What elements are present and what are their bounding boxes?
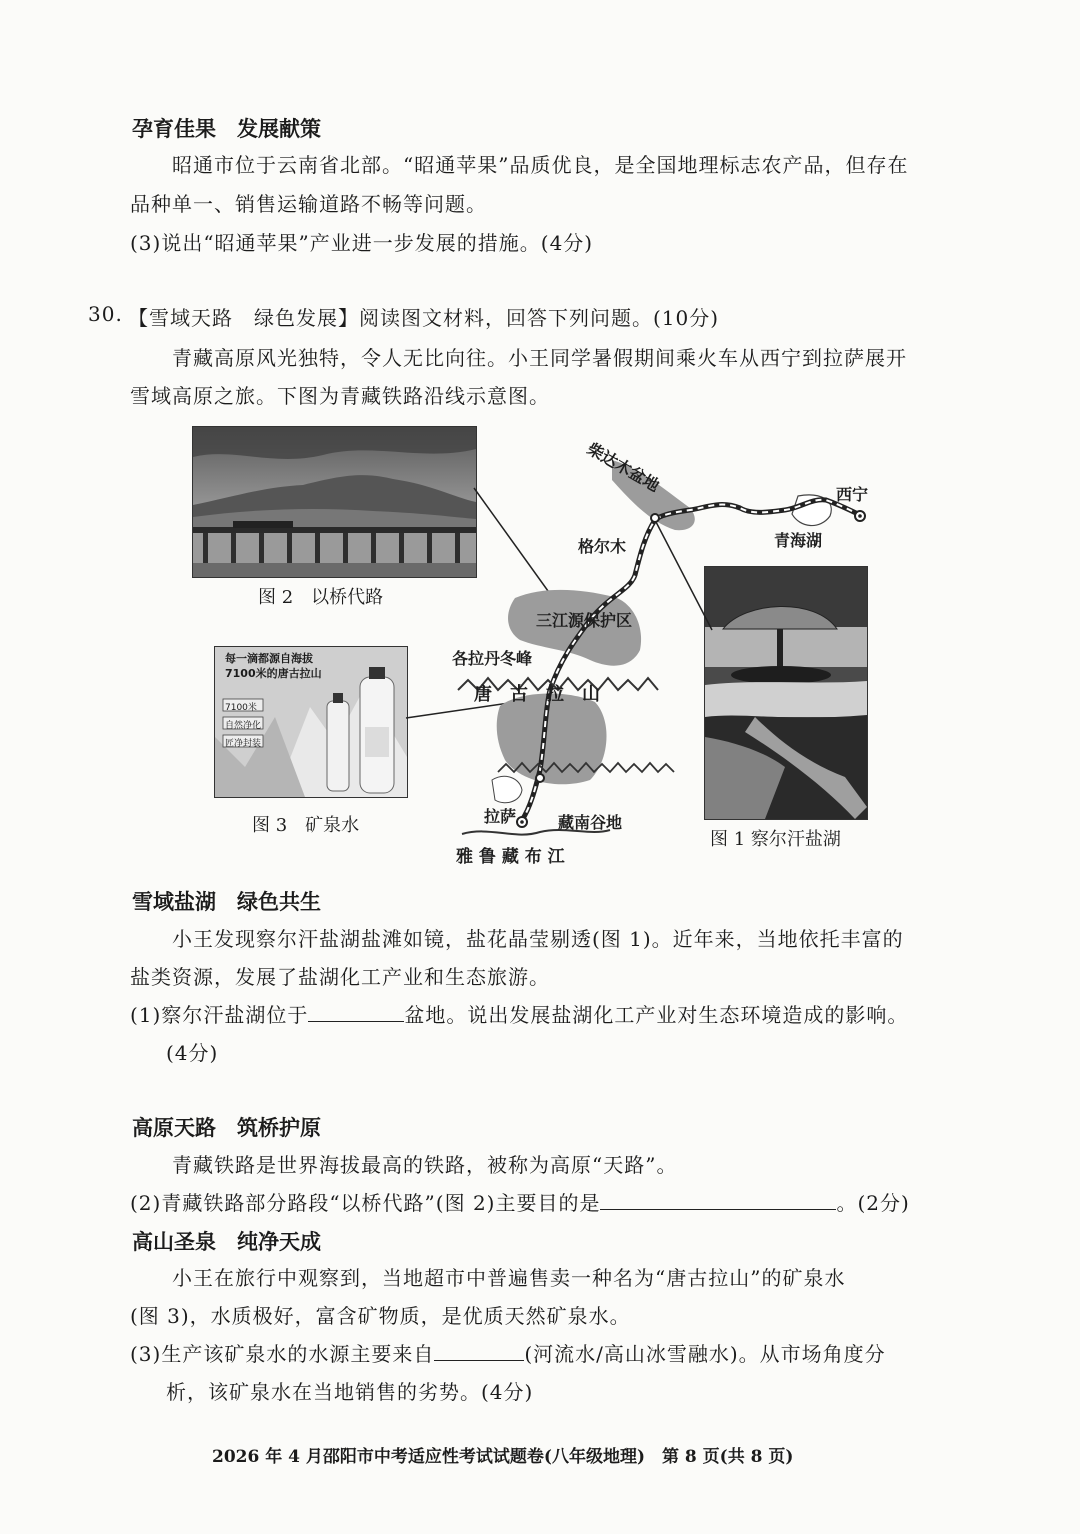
section-heading: 高原天路 筑桥护原 (132, 1116, 321, 1140)
fig1-caption: 图 1 察尔汗盐湖 (710, 829, 841, 850)
question-number: 30. (88, 302, 123, 326)
paragraph-line: 小王在旅行中观察到，当地超市中普遍售卖一种名为“唐古拉山”的矿泉水 (172, 1266, 846, 1290)
bottle-tag: 7100米 (225, 703, 257, 713)
question-text: (3)生产该矿泉水的水源主要来自 (130, 1342, 435, 1366)
answer-blank[interactable] (600, 1191, 836, 1210)
nagqu-station-icon (536, 774, 544, 782)
question-text: 盆地。说出发展盐湖化工产业对生态环境造成的影响。 (404, 1003, 909, 1027)
qinghaihu-label: 青海湖 (774, 531, 823, 550)
paragraph-line: 青藏铁路是世界海拔最高的铁路，被称为高原“天路”。 (172, 1153, 678, 1177)
chaidamu-label: 柴达木盆地 (584, 439, 663, 496)
paragraph-line: 品种单一、销售运输道路不畅等问题。 (130, 192, 487, 216)
question-3-water (130, 1338, 886, 1367)
bottle-tag: 自然净化 (225, 721, 262, 731)
question-text: 。(2分) (836, 1191, 910, 1215)
question-title: 【雪域天路 绿色发展】阅读图文材料，回答下列问题。(10分) (128, 306, 720, 330)
paragraph-line: 小王发现察尔汗盐湖盐滩如镜，盐花晶莹剔透(图 1)。近年来，当地依托丰富的 (172, 927, 904, 951)
answer-blank[interactable] (434, 1342, 524, 1361)
page-footer: 2026 年 4 月邵阳市中考适应性考试试题卷(八年级地理) 第 8 页(共 8 页) (212, 1447, 794, 1467)
question-text: (河流水/高山冰雪融水)。从市场角度分 (524, 1342, 886, 1366)
bottle-ad-text: 7100米的唐古拉山 (225, 667, 322, 680)
yarlung-label: 雅 鲁 藏 布 江 (456, 847, 565, 867)
question-2 (130, 1187, 910, 1216)
question-1 (130, 999, 908, 1028)
answer-blank[interactable] (308, 1003, 404, 1022)
intro-line: 青藏高原风光独特，令人无比向往。小王同学暑假期间乘火车从西宁到拉萨展开 (172, 346, 907, 370)
section-heading: 高山圣泉 纯净天成 (132, 1230, 321, 1254)
question-text: (1)察尔汗盐湖位于 (130, 1003, 309, 1027)
section-heading: 雪域盐湖 绿色共生 (132, 890, 321, 914)
section-heading: 孕育佳果 发展献策 (132, 117, 321, 141)
zangnan-label: 藏南谷地 (558, 813, 623, 832)
geermu-station-icon (651, 514, 659, 522)
bottle-tag: 匠净封装 (225, 739, 262, 749)
leader-line-fig1 (655, 520, 712, 630)
question-text: (2)青藏铁路部分路段“以桥代路”(图 2)主要目的是 (130, 1191, 601, 1215)
lake-south-shape (492, 776, 522, 802)
fig2-caption: 图 2 以桥代路 (258, 587, 384, 608)
xining-label: 西宁 (836, 485, 869, 504)
lasa-label: 拉萨 (484, 807, 517, 826)
fig3-caption: 图 3 矿泉水 (252, 815, 360, 836)
paragraph-line: 昭通市位于云南省北部。“昭通苹果”品质优良，是全国地理标志农产品，但存在 (172, 153, 909, 177)
paragraph-line: 盐类资源，发展了盐湖化工产业和生态旅游。 (130, 965, 550, 989)
geladandong-label: 各拉丹冬峰 (452, 649, 533, 668)
tanggula-label: 唐 古 拉 山 (474, 684, 600, 705)
bottle-ad-text: 每一滴都源自海拔 (225, 652, 313, 665)
question-score: (4分) (166, 1041, 219, 1065)
question-text: 析，该矿泉水在当地销售的劣势。(4分) (166, 1380, 534, 1404)
question-3-zhaotong: (3)说出“昭通苹果”产业进一步发展的措施。(4分) (130, 231, 594, 255)
geermu-label: 格尔木 (578, 537, 627, 556)
paragraph-line: (图 3)，水质极好，富含矿物质，是优质天然矿泉水。 (130, 1304, 631, 1328)
sanjiangyuan-label: 三江源保护区 (536, 611, 633, 630)
intro-line: 雪域高原之旅。下图为青藏铁路沿线示意图。 (130, 384, 550, 408)
